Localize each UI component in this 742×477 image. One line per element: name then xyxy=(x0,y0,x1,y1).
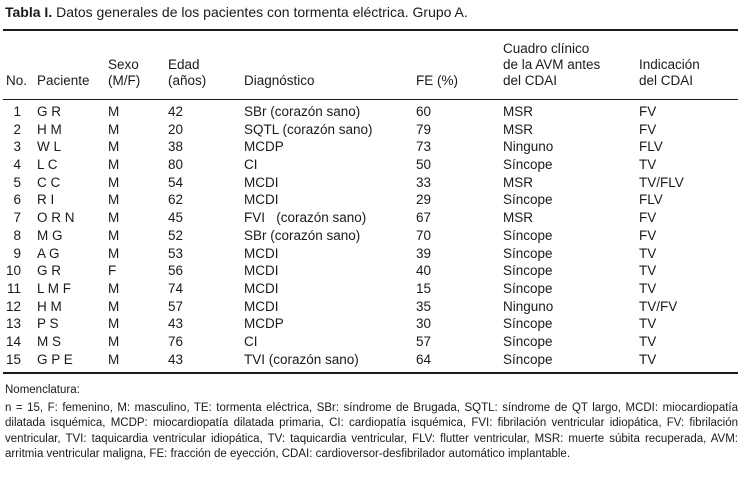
cell-fe: 15 xyxy=(416,280,432,296)
cell-paciente: H M xyxy=(37,298,62,314)
header-edad xyxy=(168,57,206,89)
cell-diagnostico: MCDI xyxy=(244,298,279,314)
cell-indicacion: FLV xyxy=(639,139,663,155)
cell-no: 4 xyxy=(13,157,21,173)
cell-sexo: M xyxy=(108,351,120,367)
table-row xyxy=(0,316,739,334)
cell-paciente: A G xyxy=(37,245,60,261)
cell-edad: 45 xyxy=(168,210,184,226)
cell-no: 8 xyxy=(13,227,21,243)
header-indicacion xyxy=(639,57,700,89)
header-diagnostico xyxy=(244,73,315,89)
cell-no: 6 xyxy=(13,192,21,208)
cell-cuadro: Síncope xyxy=(503,157,553,173)
cell-indicacion: TV xyxy=(639,245,657,261)
cell-cuadro: Síncope xyxy=(503,227,553,243)
cell-sexo: M xyxy=(108,210,120,226)
cell-cuadro: Ninguno xyxy=(503,139,554,155)
table-row xyxy=(0,175,739,193)
cell-cuadro: MSR xyxy=(503,121,533,137)
cell-cuadro: Síncope xyxy=(503,263,553,279)
cell-indicacion: FV xyxy=(639,121,657,137)
cell-diagnostico: MCDP xyxy=(244,139,284,155)
cell-indicacion: TV xyxy=(639,351,657,367)
cell-indicacion: FLV xyxy=(639,192,663,208)
cell-indicacion: FV xyxy=(639,227,657,243)
cell-indicacion: TV xyxy=(639,157,657,173)
table-row xyxy=(0,122,739,140)
cell-sexo: F xyxy=(108,263,117,279)
cell-edad: 52 xyxy=(168,227,184,243)
cell-sexo: M xyxy=(108,298,120,314)
cell-cuadro: Ninguno xyxy=(503,298,554,314)
cell-cuadro: Síncope xyxy=(503,245,553,261)
header-line: de la AVM antes xyxy=(503,57,601,72)
cell-no: 13 xyxy=(5,316,21,332)
header-line: No. xyxy=(6,73,28,88)
header-paciente xyxy=(37,73,90,89)
cell-edad: 56 xyxy=(168,263,184,279)
cell-paciente: G P E xyxy=(37,351,73,367)
cell-no: 11 xyxy=(6,280,21,296)
cell-indicacion: TV/FV xyxy=(639,298,678,314)
caption-text: Datos generales de los pacientes con tormenta eléctrica. Grupo A. xyxy=(52,4,468,20)
table-row xyxy=(0,157,739,175)
header-fe xyxy=(416,73,458,89)
cell-edad: 54 xyxy=(168,174,184,190)
cell-paciente: L C xyxy=(37,157,58,173)
cell-indicacion: TV xyxy=(639,263,657,279)
header-line: (M/F) xyxy=(108,73,141,88)
table-row xyxy=(0,263,739,281)
cell-edad: 20 xyxy=(168,121,184,137)
cell-fe: 35 xyxy=(416,298,432,314)
cell-diagnostico: MCDP xyxy=(244,316,284,332)
bottom-rule xyxy=(3,372,738,374)
cell-diagnostico: MCDI xyxy=(244,192,279,208)
table-row xyxy=(0,139,739,157)
cell-edad: 57 xyxy=(168,298,184,314)
cell-paciente: P S xyxy=(37,316,59,332)
caption-label: Tabla I. xyxy=(5,4,53,20)
cell-indicacion: TV xyxy=(639,333,657,349)
cell-edad: 38 xyxy=(168,139,184,155)
cell-fe: 79 xyxy=(416,121,432,137)
cell-paciente: M G xyxy=(37,227,63,243)
patients-table xyxy=(0,104,739,369)
cell-edad: 76 xyxy=(168,333,184,349)
table-row xyxy=(0,299,739,317)
cell-fe: 57 xyxy=(416,333,432,349)
cell-no: 1 xyxy=(13,104,21,119)
cell-diagnostico: MCDI xyxy=(244,174,279,190)
header-line: (años) xyxy=(168,73,207,88)
cell-edad: 53 xyxy=(168,245,184,261)
cell-no: 10 xyxy=(5,263,21,279)
cell-indicacion: TV xyxy=(639,316,657,332)
cell-diagnostico: SBr (corazón sano) xyxy=(244,227,361,243)
header-line: FE (%) xyxy=(416,73,458,88)
cell-diagnostico: CI xyxy=(244,157,258,173)
cell-indicacion: FV xyxy=(639,104,657,119)
cell-diagnostico: TVI (corazón sano) xyxy=(244,351,359,367)
header-sexo xyxy=(108,57,140,89)
cell-cuadro: Síncope xyxy=(503,192,553,208)
cell-edad: 62 xyxy=(168,192,184,208)
cell-paciente: G R xyxy=(37,263,62,279)
cell-paciente: G R xyxy=(37,104,62,119)
table-row xyxy=(0,281,739,299)
cell-diagnostico: MCDI xyxy=(244,245,279,261)
table-row xyxy=(0,104,739,122)
cell-fe: 40 xyxy=(416,263,432,279)
cell-sexo: M xyxy=(108,245,120,261)
table-row xyxy=(0,334,739,352)
cell-indicacion: FV xyxy=(639,210,657,226)
cell-fe: 64 xyxy=(416,351,432,367)
cell-fe: 73 xyxy=(416,139,432,155)
cell-no: 12 xyxy=(5,298,21,314)
cell-paciente: W L xyxy=(37,139,62,155)
cell-edad: 43 xyxy=(168,316,184,332)
cell-fe: 60 xyxy=(416,104,432,119)
header-line: del CDAI xyxy=(503,73,558,88)
cell-fe: 39 xyxy=(416,245,432,261)
header-cuadro xyxy=(503,41,600,89)
cell-paciente: H M xyxy=(37,121,62,137)
cell-sexo: M xyxy=(108,227,120,243)
cell-no: 9 xyxy=(13,245,21,261)
cell-edad: 74 xyxy=(168,280,184,296)
cell-no: 15 xyxy=(5,351,21,367)
table-row xyxy=(0,192,739,210)
cell-cuadro: Síncope xyxy=(503,280,553,296)
cell-diagnostico: SBr (corazón sano) xyxy=(244,104,361,119)
header-line: Indicación xyxy=(639,57,700,72)
cell-no: 7 xyxy=(13,210,21,226)
cell-no: 3 xyxy=(13,139,21,155)
cell-diagnostico: SQTL (corazón sano) xyxy=(244,121,373,137)
cell-edad: 43 xyxy=(168,351,184,367)
cell-indicacion: TV/FLV xyxy=(639,174,684,190)
cell-sexo: M xyxy=(108,192,120,208)
header-line: Sexo xyxy=(108,57,139,72)
cell-cuadro: Síncope xyxy=(503,351,553,367)
cell-fe: 33 xyxy=(416,174,432,190)
cell-diagnostico: FVI (corazón sano) xyxy=(244,210,367,226)
table-row xyxy=(0,228,739,246)
cell-cuadro: Síncope xyxy=(503,333,553,349)
cell-paciente: C C xyxy=(37,174,61,190)
cell-paciente: R I xyxy=(37,192,55,208)
cell-paciente: L M F xyxy=(37,280,72,296)
cell-sexo: M xyxy=(108,174,120,190)
cell-fe: 29 xyxy=(416,192,432,208)
cell-fe: 50 xyxy=(416,157,432,173)
cell-no: 14 xyxy=(5,333,21,349)
header-line: Edad xyxy=(168,57,200,72)
cell-edad: 42 xyxy=(168,104,184,119)
top-rule xyxy=(3,29,738,31)
cell-sexo: M xyxy=(108,316,120,332)
cell-sexo: M xyxy=(108,333,120,349)
cell-edad: 80 xyxy=(168,157,184,173)
cell-sexo: M xyxy=(108,157,120,173)
table-row xyxy=(0,246,739,264)
cell-diagnostico: MCDI xyxy=(244,263,279,279)
cell-paciente: O R N xyxy=(37,210,75,226)
header-line: del CDAI xyxy=(639,73,694,88)
cell-sexo: M xyxy=(108,121,120,137)
nomenclature-title: Nomenclatura: xyxy=(5,384,80,396)
cell-cuadro: MSR xyxy=(503,104,533,119)
cell-no: 2 xyxy=(13,121,21,137)
cell-fe: 67 xyxy=(416,210,432,226)
table-row xyxy=(0,210,739,228)
cell-sexo: M xyxy=(108,139,120,155)
cell-cuadro: MSR xyxy=(503,210,533,226)
cell-cuadro: MSR xyxy=(503,174,533,190)
cell-fe: 30 xyxy=(416,316,432,332)
cell-indicacion: TV xyxy=(639,280,657,296)
table-caption xyxy=(5,4,468,20)
header-line: Cuadro clínico xyxy=(503,41,590,56)
cell-fe: 70 xyxy=(416,227,432,243)
cell-sexo: M xyxy=(108,104,120,119)
nomenclature-note xyxy=(5,383,738,463)
cell-no: 5 xyxy=(13,174,21,190)
header-line: Diagnóstico xyxy=(244,73,315,88)
cell-diagnostico: CI xyxy=(244,333,258,349)
header-line: Paciente xyxy=(37,73,90,88)
cell-paciente: M S xyxy=(37,333,62,349)
nomenclature-text: n = 15, F: femenino, M: masculino, TE: tormenta eléctrica, SBr: síndrome de Brugada, SQTL: síndrome de QT largo, MCDI: miocardiopatía dilatada isquémica, MCDP: miocardiopatía dilatada primaria, CI: cardiopatía isquémica, FVI: fibrilación ventricular idiopática, FV: fibrilación ventricular, TVI: taquicardia ventricular idiopática, TV: taquicardia ventricular, FLV: flutter ventricular, MSR: muerte súbita recuperada, AVM: arritmia ventricular maligna, FE: fracción de eyección, CDAI: cardioversor-desfibrilador automático implantable. xyxy=(5,401,738,460)
header-rule xyxy=(3,99,738,100)
cell-diagnostico: MCDI xyxy=(244,280,279,296)
table-row xyxy=(0,352,739,370)
cell-sexo: M xyxy=(108,280,120,296)
cell-cuadro: Síncope xyxy=(503,316,553,332)
header-no xyxy=(6,73,27,89)
